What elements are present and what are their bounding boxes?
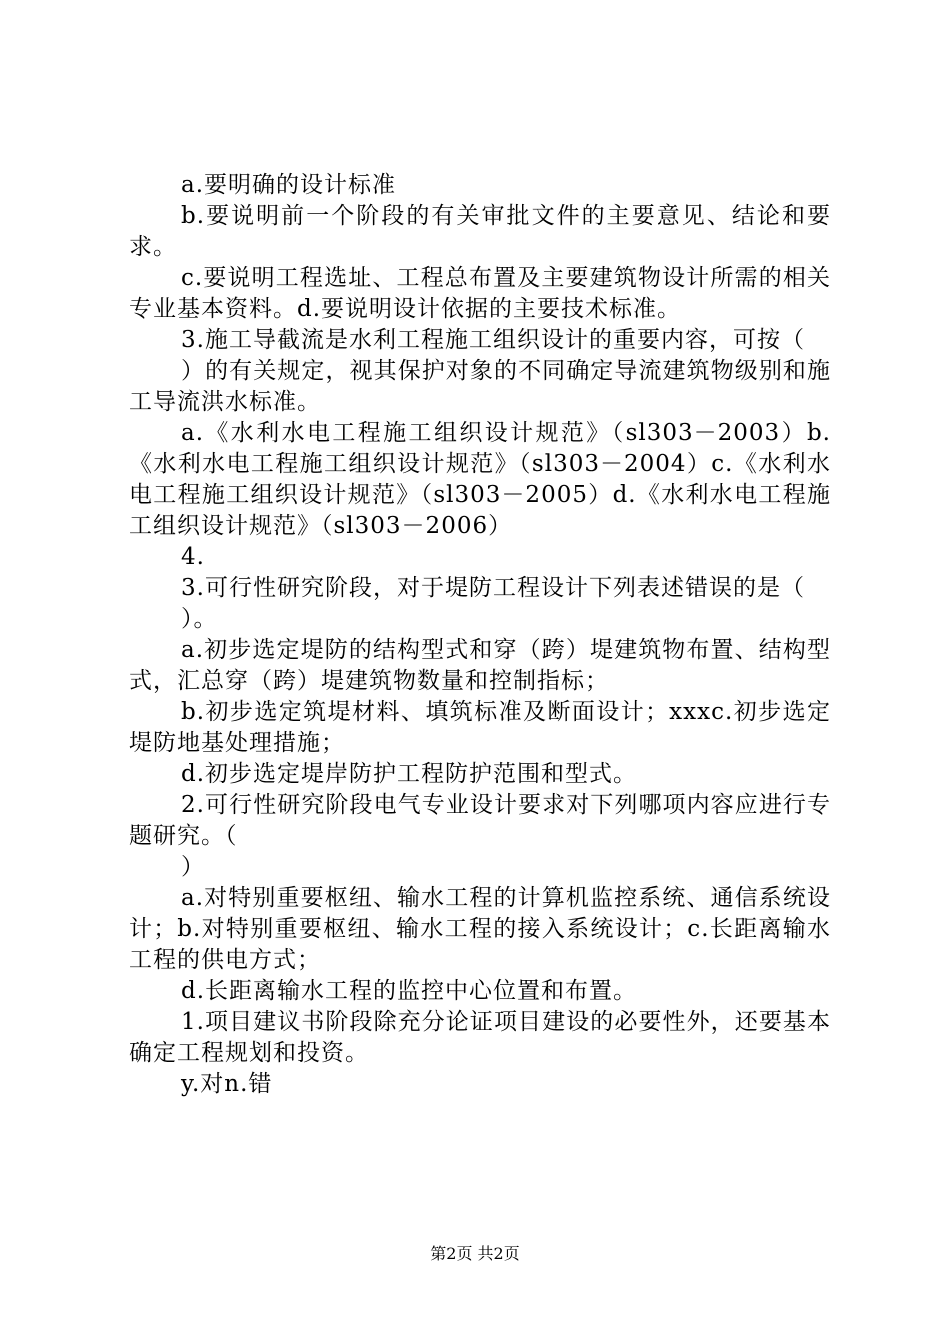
paragraph: y.对n.错: [181, 1071, 273, 1097]
paragraph: 2.可行性研究阶段电气专业设计要求对下列哪项内容应进行专题研究。（: [129, 792, 831, 849]
page-number-footer: 第2页 共2页: [430, 1244, 520, 1263]
paragraph: 4.: [181, 544, 205, 570]
paragraph: b.初步选定筑堤材料、填筑标准及断面设计；xxxc.初步选定堤防地基处理措施；: [129, 699, 831, 756]
paragraph: a.要明确的设计标准: [181, 172, 397, 198]
paragraph: b.要说明前一个阶段的有关审批文件的主要意见、结论和要求。: [129, 203, 831, 260]
paragraph: 3.施工导截流是水利工程施工组织设计的重要内容，可按（: [181, 327, 805, 353]
paragraph: ）的有关规定，视其保护对象的不同确定导流建筑物级别和施工导流洪水标准。: [129, 358, 831, 415]
paragraph: 3.可行性研究阶段，对于堤防工程设计下列表述错误的是（: [181, 575, 805, 601]
paragraph: d.初步选定堤岸防护工程防护范围和型式。: [181, 761, 638, 787]
paragraph: a.初步选定堤防的结构型式和穿（跨）堤建筑物布置、结构型式，汇总穿（跨）堤建筑物数量和控制指标；: [129, 637, 831, 694]
paragraph: 1.项目建议书阶段除充分论证项目建设的必要性外，还要基本确定工程规划和投资。: [129, 1009, 831, 1066]
paragraph: a.《水利水电工程施工组织设计规范》（sl303－2003）b.《水利水电工程施工组织设计规范》（sl303－2004）c.《水利水电工程施工组织设计规范》（sl303－2005）d.《水利水电工程施工组织设计规范》（sl303－2006）: [129, 420, 831, 539]
document-body: [129, 170, 831, 1100]
paragraph: a.对特别重要枢纽、输水工程的计算机监控系统、通信系统设计；b.对特别重要枢纽、输水工程的接入系统设计；c.长距离输水工程的供电方式；: [129, 885, 831, 973]
paragraph: ）: [181, 854, 205, 880]
paragraph: ）。: [181, 606, 218, 632]
paragraph: d.长距离输水工程的监控中心位置和布置。: [181, 978, 638, 1004]
paragraph: c.要说明工程选址、工程总布置及主要建筑物设计所需的相关专业基本资料。d.要说明设计依据的主要技术标准。: [129, 265, 831, 322]
